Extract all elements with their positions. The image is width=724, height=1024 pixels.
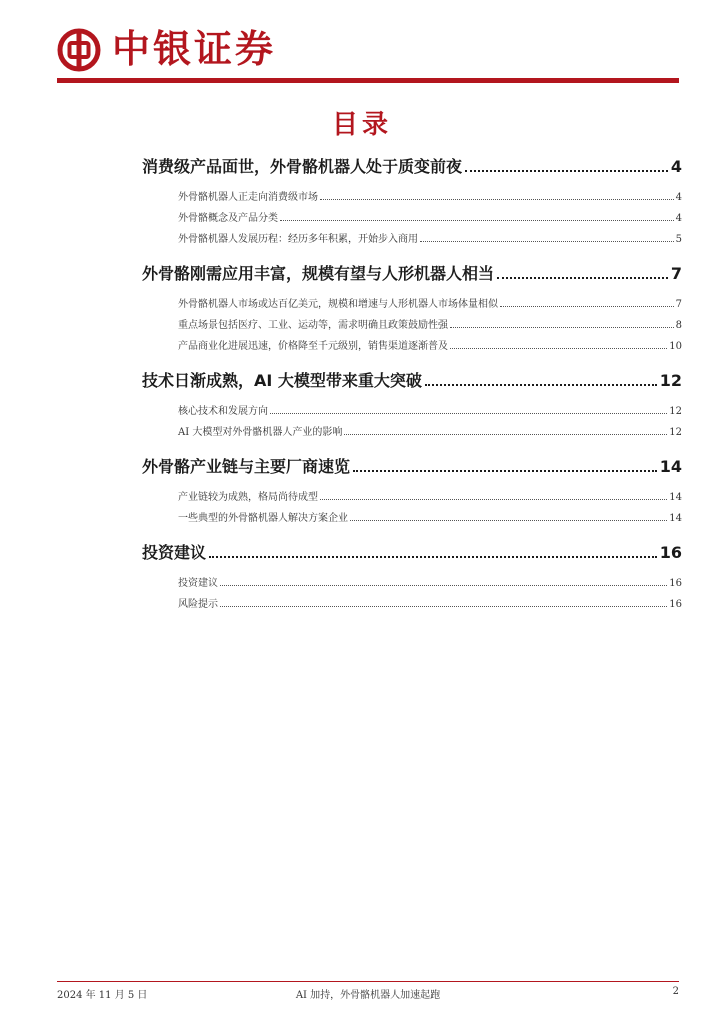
toc-section-title: 外骨骼产业链与主要厂商速览 bbox=[142, 457, 351, 476]
toc-subsection-page: 12 bbox=[669, 427, 682, 438]
bank-of-china-logo-icon bbox=[57, 28, 101, 72]
toc-subsection-page: 14 bbox=[669, 492, 682, 503]
toc-section-entry[interactable] bbox=[142, 540, 682, 564]
brand-name: 中银证券 bbox=[112, 27, 277, 71]
toc-subsection-page: 5 bbox=[675, 234, 682, 245]
header-rule bbox=[57, 78, 679, 83]
toc-leader-dots bbox=[280, 220, 674, 221]
toc-subsection-entry[interactable] bbox=[178, 423, 682, 442]
toc-leader-dots bbox=[220, 585, 667, 586]
toc-subsection-title: 一些典型的外骨骼机器人解决方案企业 bbox=[178, 513, 348, 524]
toc-subsection-list bbox=[178, 574, 682, 614]
toc-subsection-list bbox=[178, 295, 682, 356]
toc-subsection-page: 4 bbox=[675, 213, 682, 224]
toc-leader-dots bbox=[450, 348, 667, 349]
toc-subsection-title: AI 大模型对外骨骼机器人产业的影响 bbox=[178, 427, 343, 438]
toc-section-title: 技术日渐成熟，AI 大模型带来重大突破 bbox=[142, 371, 422, 390]
toc-subsection-page: 4 bbox=[675, 192, 682, 203]
toc-section-title: 消费级产品面世，外骨骼机器人处于质变前夜 bbox=[142, 157, 463, 176]
toc-subsection-entry[interactable] bbox=[178, 488, 682, 507]
toc-section-page: 7 bbox=[670, 264, 682, 283]
toc-leader-dots bbox=[220, 606, 667, 607]
toc-subsection-list bbox=[178, 188, 682, 249]
toc-leader-dots bbox=[209, 556, 657, 558]
toc-subsection-title: 投资建议 bbox=[178, 578, 218, 589]
toc-section-entry[interactable] bbox=[142, 154, 682, 178]
toc-section-title: 外骨骼刚需应用丰富，规模有望与人形机器人相当 bbox=[142, 264, 495, 283]
toc-subsection-title: 产品商业化进展迅速，价格降至千元级别，销售渠道逐渐普及 bbox=[178, 341, 448, 352]
toc-subsection-page: 16 bbox=[669, 578, 682, 589]
toc-subsection-entry[interactable] bbox=[178, 595, 682, 614]
toc-subsection-title: 外骨骼机器人正走向消费级市场 bbox=[178, 192, 318, 203]
toc-leader-dots bbox=[350, 520, 667, 521]
toc-subsection-entry[interactable] bbox=[178, 337, 682, 356]
toc-subsection-entry[interactable] bbox=[178, 402, 682, 421]
toc-subsection-entry[interactable] bbox=[178, 295, 682, 314]
toc-leader-dots bbox=[320, 199, 674, 200]
toc-subsection-title: 产业链较为成熟，格局尚待成型 bbox=[178, 492, 318, 503]
toc-subsection-entry[interactable] bbox=[178, 574, 682, 593]
toc-subsection-page: 8 bbox=[675, 320, 682, 331]
toc-leader-dots bbox=[420, 241, 674, 242]
toc-leader-dots bbox=[500, 306, 674, 307]
toc-subsection-list bbox=[178, 488, 682, 528]
toc-section-page: 4 bbox=[670, 157, 682, 176]
toc-leader-dots bbox=[270, 413, 667, 414]
toc-subsection-entry[interactable] bbox=[178, 509, 682, 528]
toc-section-title: 投资建议 bbox=[142, 543, 207, 562]
page-header bbox=[0, 0, 724, 90]
toc-title: 目录 bbox=[331, 110, 392, 140]
toc-leader-dots bbox=[425, 384, 657, 386]
toc-subsection-title: 核心技术和发展方向 bbox=[178, 406, 268, 417]
toc-section-page: 16 bbox=[659, 543, 682, 562]
toc-subsection-page: 16 bbox=[669, 599, 682, 610]
toc-section-entry[interactable] bbox=[142, 368, 682, 392]
footer-rule bbox=[57, 981, 679, 982]
toc-subsection-page: 14 bbox=[669, 513, 682, 524]
toc-subsection-page: 7 bbox=[675, 299, 682, 310]
toc-subsection-title: 外骨骼概念及产品分类 bbox=[178, 213, 278, 224]
toc-section-page: 14 bbox=[659, 457, 682, 476]
toc-leader-dots bbox=[497, 277, 668, 279]
toc-leader-dots bbox=[465, 170, 668, 172]
toc-subsection-entry[interactable] bbox=[178, 188, 682, 207]
toc-leader-dots bbox=[353, 470, 657, 472]
toc-section-entry[interactable] bbox=[142, 454, 682, 478]
footer-page-number: 2 bbox=[672, 986, 679, 997]
footer-report-title: AI 加持，外骨骼机器人加速起跑 bbox=[295, 990, 441, 1001]
toc-subsection-title: 重点场景包括医疗、工业、运动等，需求明确且政策鼓励性强 bbox=[178, 320, 448, 331]
toc-subsection-title: 外骨骼机器人市场或达百亿美元，规模和增速与人形机器人市场体量相似 bbox=[178, 299, 498, 310]
table-of-contents bbox=[142, 150, 682, 626]
toc-subsection-page: 10 bbox=[669, 341, 682, 352]
footer-date: 2024 年 11 月 5 日 bbox=[57, 990, 148, 1001]
toc-subsection-title: 风险提示 bbox=[178, 599, 218, 610]
toc-section-page: 12 bbox=[659, 371, 682, 390]
toc-subsection-page: 12 bbox=[669, 406, 682, 417]
toc-subsection-title: 外骨骼机器人发展历程：经历多年积累，开始步入商用 bbox=[178, 234, 418, 245]
toc-leader-dots bbox=[344, 434, 667, 435]
toc-section-entry[interactable] bbox=[142, 261, 682, 285]
page-footer bbox=[57, 986, 679, 1002]
toc-subsection-list bbox=[178, 402, 682, 442]
toc-subsection-entry[interactable] bbox=[178, 230, 682, 249]
toc-leader-dots bbox=[450, 327, 674, 328]
toc-subsection-entry[interactable] bbox=[178, 209, 682, 228]
toc-subsection-entry[interactable] bbox=[178, 316, 682, 335]
toc-leader-dots bbox=[320, 499, 667, 500]
